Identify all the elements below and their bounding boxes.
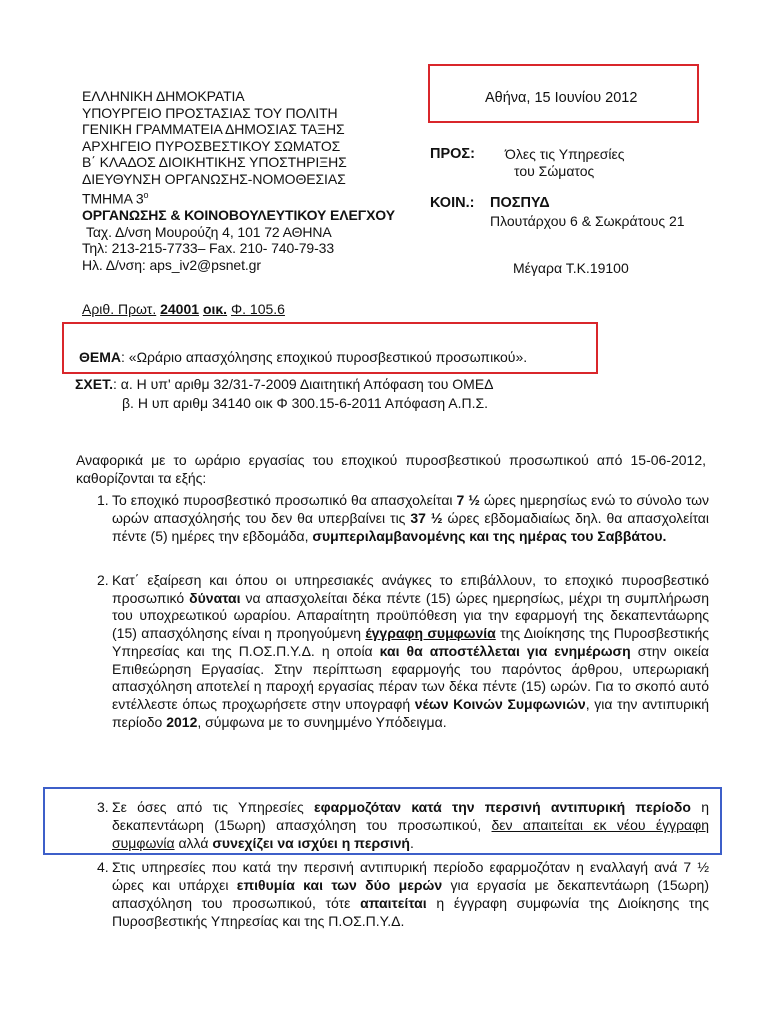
cc-org: ΠΟΣΠΥΔ (490, 195, 550, 211)
cc-address: Πλουτάρχου 6 & Σωκράτους 21 (490, 213, 685, 229)
item-text-bold: έγγραφη συμφωνία (365, 625, 496, 642)
item-text (112, 572, 709, 731)
item-text-run: Το εποχικό πυροσβεστικό προσωπικό θα απασχολείται (112, 492, 457, 508)
reference-a-line (75, 376, 494, 392)
protocol-oik: οικ. (202, 301, 228, 317)
item-number: 2. (97, 572, 109, 588)
subject-text: : «Ωράριο απασχόλησης εποχικού πυροσβεστικού προσωπικού». (121, 349, 528, 365)
subject-label: ΘΕΜΑ (79, 349, 121, 365)
item-text-run: για εργασία με δεκαπεντάωρη (15ωρη) απασχόληση του προσωπικού, τότε (112, 877, 709, 911)
item-text-bold: συμπεριλαμβανομένης και της ημέρας του Σαββάτου. (312, 528, 667, 544)
protocol-number: 24001 (160, 301, 200, 317)
item-text-bold: συνεχίζει να ισχύει η περσινή (212, 835, 410, 851)
item-text-bold: επιθυμία και των δύο μερών (236, 877, 443, 893)
item-text-run: , για την αντιπυρική περίοδο (112, 695, 709, 730)
item-text-run: αλλά (174, 835, 213, 851)
sender-phone: Τηλ: 213-215-7733– Fax. 210- 740-79-33 (82, 240, 335, 257)
sender-block (82, 88, 395, 273)
protocol-label: Αριθ. Πρωτ. (82, 301, 157, 317)
item-text-bold: 2012 (166, 713, 198, 730)
subject-line (79, 349, 527, 365)
reference-a: : α. Η υπ' αριθμ 32/31-7-2009 Διαιτητική Απόφαση του ΟΜΕΔ (112, 376, 494, 392)
sender-line: ΓΕΝΙΚΗ ΓΡΑΜΜΑΤΕΙΑ ΔΗΜΟΣΙΑΣ ΤΑΞΗΣ (82, 121, 345, 137)
reference-b: β. Η υπ αριθμ 34140 οικ Φ 300.15-6-2011 Απόφαση Α.Π.Σ. (122, 395, 489, 411)
item-text-run: , σύμφωνα με το συνημμένο Υπόδειγμα. (197, 713, 447, 730)
item-text-bold: εφαρμοζόταν κατά την περσινή αντιπυρική περίοδο (313, 799, 691, 815)
sender-line: ΔΙΕΥΘΥΝΣΗ ΟΡΓΑΝΩΣΗΣ-ΝΟΜΟΘΕΣΙΑΣ (82, 170, 346, 187)
sender-address: Ταχ. Δ/νση Μουρούζη 4, 101 72 ΑΘΗΝΑ (86, 223, 332, 240)
item-text-run: η έγγραφη συμφωνία της Διοίκησης της Πυροσβεστικής Υπηρεσίας και της Π.ΟΣ.Π.Υ.Δ. (112, 895, 709, 929)
list-item (97, 491, 709, 545)
item-text-run: της Διοίκησης της Πυροσβεστικής Υπηρεσίας και της Π.ΟΣ.Π.Υ.Δ. η οποία (112, 625, 709, 659)
item-text-underline: δεν απαιτείται εκ νέου έγγραφη συμφωνία (112, 817, 709, 851)
item-text-run: ώρες ημερησίως ενώ το σύνολο των ωρών απασχόλησής του δεν θα υπερβαίνει τις (112, 492, 710, 526)
to-label: ΠΡΟΣ: (430, 146, 475, 162)
sender-department: ΟΡΓΑΝΩΣΗΣ & ΚΟΙΝΟΒΟΥΛΕΥΤΙΚΟΥ ΕΛΕΓΧΟΥ (82, 207, 395, 224)
item-text-run: Κατ΄ εξαίρεση και όπου οι υπηρεσιακές ανάγκες το επιβάλλουν, το εποχικό πυροσβεστικό προσωπικό (112, 572, 709, 606)
item-text-bold: νέων Κοινών Συμφωνιών (414, 695, 586, 712)
sender-line: ΕΛΛΗΝΙΚΗ ΔΗΜΟΚΡΑΤΙΑ (82, 88, 245, 104)
item-text-bold: απαιτείται (360, 895, 427, 911)
sender-line: ΑΡΧΗΓΕΙΟ ΠΥΡΟΣΒΕΣΤΙΚΟΥ ΣΩΜΑΤΟΣ (82, 137, 341, 154)
item-number: 1. (97, 492, 109, 508)
item-text-bold: δύναται (189, 589, 241, 606)
item-text-run: η δεκαπεντάωρη (15ωρη) απασχόληση του προσωπικού, (112, 799, 709, 833)
cc-city: Μέγαρα Τ.Κ.19100 (513, 260, 629, 276)
cc-label: ΚΟΙΝ.: (430, 195, 475, 211)
item-text-bold: 37 ½ (410, 510, 443, 526)
sender-line: Β΄ ΚΛΑΔΟΣ ΔΙΟΙΚΗΤΙΚΗΣ ΥΠΟΣΤΗΡΙΞΗΣ (82, 154, 347, 170)
list-item (97, 858, 709, 930)
item-text-bold: και θα αποστέλλεται για ενημέρωση (379, 642, 631, 659)
sender-line: ΥΠΟΥΡΓΕΙΟ ΠΡΟΣΤΑΣΙΑΣ ΤΟΥ ΠΟΛΙΤΗ (82, 104, 338, 121)
item-text-run: να απασχολείται δέκα πέντε (15) ώρες ημερησίως, μέχρι τη συμπλήρωση του υποχρεωτικού ωραρίου. Απαραίτητη προϋπόθεση για την εφαρμογή της δεκαπεντάωρης (15) απασχόλησης είναι η προηγούμενη (112, 589, 710, 642)
item-text (112, 858, 709, 930)
item-text-run: ώρες εβδομαδιαίως δηλ. θα απασχολείται πέντε (5) ημέρες την εβδομάδα, (112, 510, 710, 544)
to-recipient-line2: του Σώματος (514, 163, 595, 179)
sender-email: Ηλ. Δ/νση: aps_iv2@psnet.gr (82, 256, 261, 273)
item-text-run: Στις υπηρεσίες που κατά την περσινή αντιπυρική περίοδο εφαρμοζόταν η εναλλαγή ανά 7 ½ ώρες και υπάρχει (112, 859, 709, 893)
reference-label: ΣΧΕΤ. (75, 376, 113, 392)
letter-date: Αθήνα, 15 Ιουνίου 2012 (485, 90, 638, 106)
item-number: 4. (97, 859, 109, 875)
to-recipient: Όλες τις Υπηρεσίες (505, 146, 625, 162)
item-text-run: στην οικεία Επιθεώρηση Εργασίας. Στην περίπτωση εφαρμογής του παρόντος άρθρου, υπερωριακή απασχόληση αποτελεί η παροχή εργασίας πέραν των δέκα πέντε (15) ωρών. Για το σκοπό αυτό εντέλλεστε όπως προχωρήσετε στην υπογραφή (112, 642, 710, 712)
protocol-file: Φ. 105.6 (230, 301, 285, 317)
list-item (97, 798, 709, 852)
intro-paragraph: Αναφορικά με το ωράριο εργασίας του εποχικού πυροσβεστικού προσωπικού από 15-06-2012, καθορίζονται τα εξής: (76, 452, 706, 486)
item-number: 3. (97, 799, 109, 815)
item-text-run: Σε όσες από τις Υπηρεσίες (112, 799, 314, 815)
subject-highlight-box (62, 322, 598, 374)
list-item (97, 572, 709, 731)
item-text-run: . (409, 835, 414, 851)
item-text (112, 798, 709, 852)
sender-line: ΤΜΗΜΑ $3^o$ (82, 190, 149, 207)
item-text-bold: 7 ½ (456, 492, 480, 508)
protocol-line (82, 301, 285, 317)
item-text (112, 491, 709, 545)
